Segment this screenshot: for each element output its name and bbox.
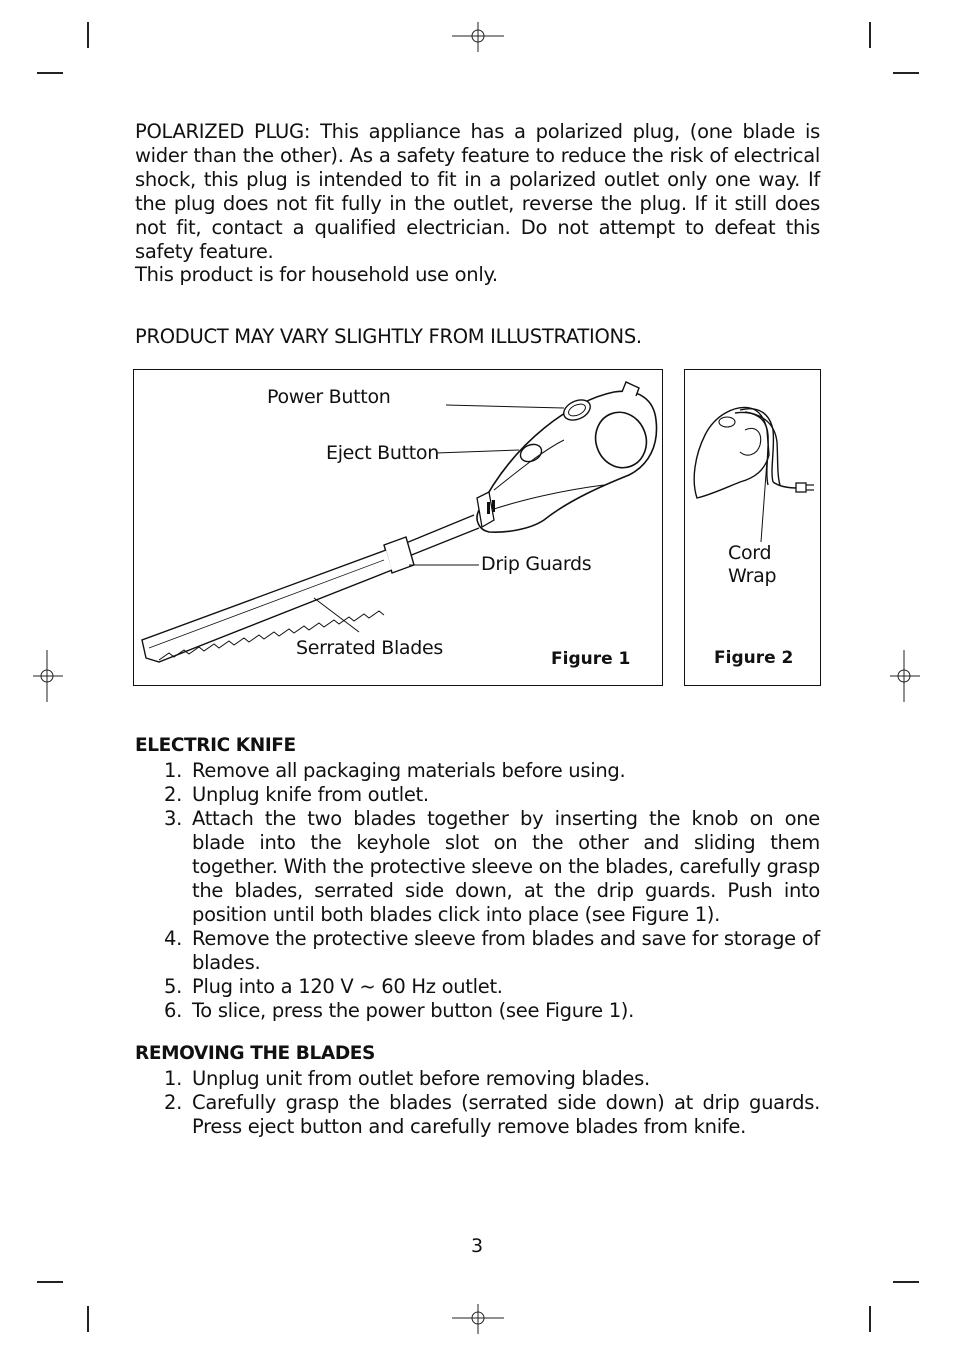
list-item bbox=[135, 1091, 820, 1139]
power-button-callout: Power Button bbox=[267, 386, 391, 408]
crop-mark bbox=[87, 1306, 89, 1332]
step-number: 1. bbox=[163, 759, 182, 782]
list-item bbox=[135, 759, 820, 783]
step-text: Remove all packaging materials before using. bbox=[192, 759, 626, 782]
list-item bbox=[135, 999, 820, 1023]
step-number: 1. bbox=[163, 1067, 182, 1090]
figure-2-label: Figure 2 bbox=[714, 648, 794, 668]
step-number: 4. bbox=[163, 927, 182, 950]
crop-mark bbox=[869, 1306, 871, 1332]
step-number: 2. bbox=[163, 1091, 182, 1114]
step-text: To slice, press the power button (see Figure 1). bbox=[192, 999, 635, 1022]
step-text: Unplug knife from outlet. bbox=[192, 783, 429, 806]
removing-blades-steps bbox=[135, 1067, 820, 1139]
crop-mark bbox=[869, 22, 871, 48]
figure-1-panel bbox=[133, 369, 663, 686]
step-number: 3. bbox=[163, 807, 182, 830]
household-note: This product is for household use only. bbox=[135, 263, 498, 286]
figure-2-panel bbox=[684, 369, 821, 686]
registration-mark-left bbox=[33, 650, 63, 702]
list-item bbox=[135, 1067, 820, 1091]
step-text: Carefully grasp the blades (serrated side down) at drip guards. Press eject button and carefully remove blades from knife. bbox=[192, 1091, 820, 1138]
drip-guards-callout: Drip Guards bbox=[481, 553, 592, 575]
crop-mark bbox=[37, 72, 63, 74]
crop-mark bbox=[37, 1281, 63, 1283]
electric-knife-steps bbox=[135, 759, 820, 1023]
step-number: 5. bbox=[163, 975, 182, 998]
step-number: 6. bbox=[163, 999, 182, 1022]
cord-callout: Cord bbox=[728, 542, 772, 564]
list-item bbox=[135, 807, 820, 927]
crop-mark bbox=[893, 1281, 919, 1283]
crop-mark bbox=[87, 22, 89, 48]
polarized-plug-paragraph: POLARIZED PLUG: This appliance has a polarized plug, (one blade is wider than the other). As a safety feature to reduce the risk of electrical shock, this plug is intended to fit in a polarized outlet only one way. If the plug does not fit fully in the outlet, reverse the plug. If it still does not fit, contact a qualified electrician. Do not attempt to defeat this safety feature. bbox=[135, 120, 820, 263]
illustration-note: PRODUCT MAY VARY SLIGHTLY FROM ILLUSTRATIONS. bbox=[135, 325, 642, 348]
step-text: Remove the protective sleeve from blades and save for storage of blades. bbox=[192, 927, 820, 974]
list-item bbox=[135, 975, 820, 999]
crop-mark bbox=[893, 72, 919, 74]
wrap-callout: Wrap bbox=[728, 565, 777, 587]
eject-button-callout: Eject Button bbox=[326, 442, 439, 464]
list-item bbox=[135, 927, 820, 975]
registration-mark-top bbox=[452, 22, 504, 52]
step-text: Unplug unit from outlet before removing blades. bbox=[192, 1067, 650, 1090]
figure-1-label: Figure 1 bbox=[551, 649, 631, 669]
list-item bbox=[135, 783, 820, 807]
serrated-blades-callout: Serrated Blades bbox=[296, 637, 444, 659]
registration-mark-right bbox=[890, 650, 920, 702]
step-number: 2. bbox=[163, 783, 182, 806]
step-text: Attach the two blades together by inserting the knob on one blade into the keyhole slot on the other and sliding them together. With the protective sleeve on the blades, carefully grasp the blades, serrated side down, at the drip guards. Push into position until both blades click into place (see Figure 1). bbox=[192, 807, 820, 926]
page-number: 3 bbox=[470, 1235, 484, 1257]
electric-knife-heading: ELECTRIC KNIFE bbox=[135, 735, 296, 756]
registration-mark-bottom bbox=[452, 1304, 504, 1334]
removing-blades-heading: REMOVING THE BLADES bbox=[135, 1043, 375, 1064]
cord-wrap-illustration bbox=[685, 370, 819, 684]
step-text: Plug into a 120 V ~ 60 Hz outlet. bbox=[192, 975, 503, 998]
